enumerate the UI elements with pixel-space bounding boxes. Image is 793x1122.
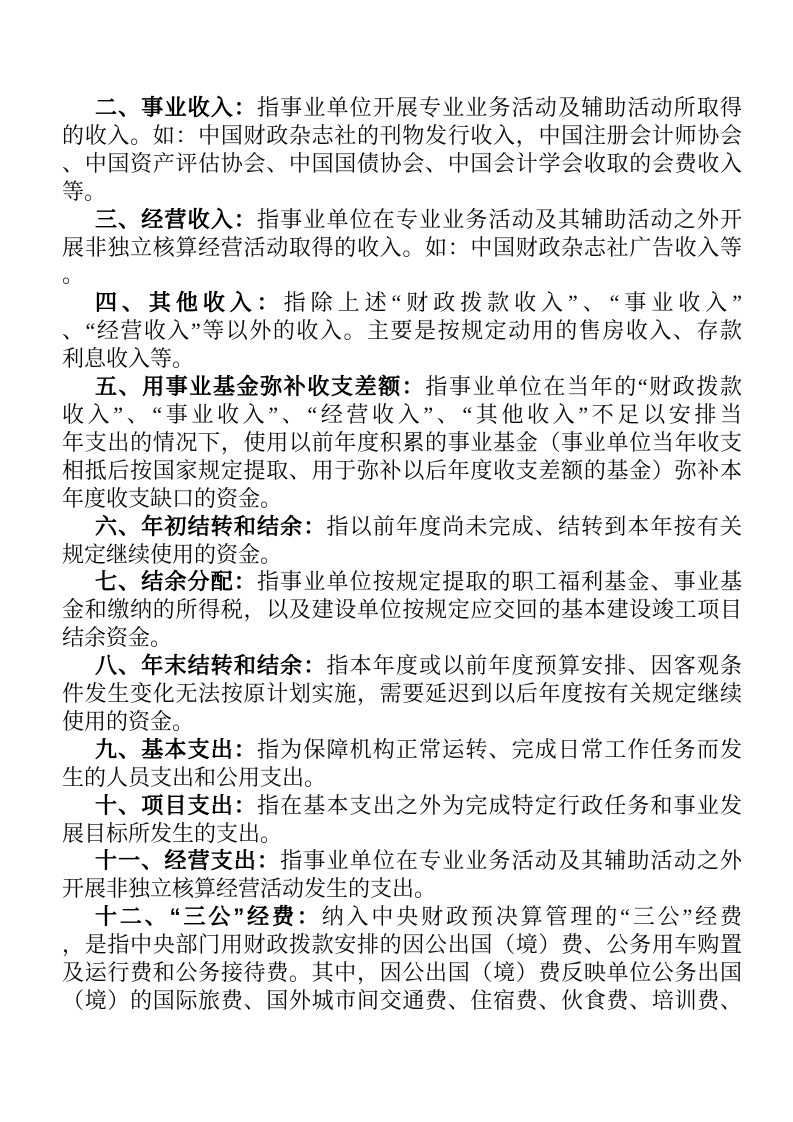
text-line: （境）的国际旅费、国外城市间交通费、住宿费、伙食费、培训费、 xyxy=(62,988,742,1013)
term-heading: 三、经营收入： xyxy=(95,206,258,232)
text-line: 相抵后按国家规定提取、用于弥补以后年度收支差额的基金）弥补本 xyxy=(62,457,742,483)
paragraph xyxy=(62,847,742,903)
text-line: 使用的资金。 xyxy=(62,708,195,734)
paragraph xyxy=(62,94,742,206)
text-line: ，是指中央部门用财政拨款安排的因公出国（境）费、公务用车购置 xyxy=(62,932,742,958)
paragraph xyxy=(62,736,742,792)
text-line: 、“经营收入”等以外的收入。主要是按规定动用的售房收入、存款 xyxy=(62,318,742,344)
text-line xyxy=(62,847,742,875)
text-line xyxy=(62,736,742,764)
text-line: 年度收支缺口的资金。 xyxy=(62,485,283,511)
text-line: 。 xyxy=(62,262,85,288)
term-definition-text: 指在基本支出之外为完成特定行政任务和事业发 xyxy=(257,792,742,818)
term-heading: 十二、“三公”经费： xyxy=(95,904,322,930)
text-line xyxy=(62,903,742,931)
term-heading: 七、结余分配： xyxy=(95,569,258,595)
paragraph xyxy=(62,206,742,290)
term-definition-text: 指为保障机构正常运转、完成日常工作任务而发 xyxy=(257,736,742,762)
text-line xyxy=(62,652,742,680)
term-definition-text: 指事业单位按规定提取的职工福利基金、事业基 xyxy=(257,569,742,595)
term-heading: 四、其他收入： xyxy=(95,290,284,316)
text-line xyxy=(62,373,742,401)
term-definition-text: 指事业单位在专业业务活动及其辅助活动之外开 xyxy=(257,206,742,232)
text-line: 生的人员支出和公用支出。 xyxy=(62,764,327,790)
term-heading: 十一、经营支出： xyxy=(95,848,281,874)
text-line: 开展非独立核算经营活动发生的支出。 xyxy=(62,876,437,902)
text-line: 件发生变化无法按原计划实施，需要延迟到以后年度按有关规定继续 xyxy=(62,681,742,707)
text-line xyxy=(62,568,742,596)
paragraph xyxy=(62,289,742,373)
text-line: 利息收入等。 xyxy=(62,346,195,372)
paragraph xyxy=(62,513,742,569)
term-definition-text: 纳入中央财政预决算管理的“三公”经费 xyxy=(321,904,742,930)
term-heading: 二、事业收入： xyxy=(95,95,258,120)
text-line: 结余资金。 xyxy=(62,625,173,651)
text-line: 等。 xyxy=(62,178,107,204)
text-line: 、中国资产评估协会、中国国债协会、中国会计学会收取的会费收入 xyxy=(62,150,742,176)
term-heading: 十、项目支出： xyxy=(95,792,258,818)
paragraph xyxy=(62,568,742,652)
text-line xyxy=(62,94,742,122)
term-heading: 五、用事业基金弥补收支差额： xyxy=(95,374,426,400)
text-line: 展目标所发生的支出。 xyxy=(62,820,283,846)
text-line xyxy=(62,206,742,234)
text-line xyxy=(62,289,742,317)
term-heading: 六、年初结转和结余： xyxy=(95,513,327,539)
term-definition-text: 指以前年度尚未完成、结转到本年按有关 xyxy=(326,513,742,539)
text-line: 规定继续使用的资金。 xyxy=(62,541,283,567)
paragraph xyxy=(62,652,742,736)
text-line: 年支出的情况下，使用以前年度积累的事业基金（事业单位当年收支 xyxy=(62,429,742,455)
term-heading: 九、基本支出： xyxy=(95,736,258,762)
term-definition-text: 指事业单位在当年的“财政拨款 xyxy=(425,374,742,400)
term-definition-text: 指事业单位开展专业业务活动及辅助活动所取得 xyxy=(257,95,742,120)
text-line xyxy=(62,792,742,820)
text-line: 的收入。如：中国财政杂志社的刊物发行收入，中国注册会计师协会 xyxy=(62,122,742,148)
paragraph xyxy=(62,373,742,513)
term-definition-text: 指除上述“财政拨款收入”、“事业收入” xyxy=(283,290,742,316)
term-definition-text: 指本年度或以前年度预算安排、因客观条 xyxy=(326,653,742,679)
paragraph xyxy=(62,903,742,1015)
text-line: 金和缴纳的所得税，以及建设单位按规定应交回的基本建设竣工项目 xyxy=(62,597,742,623)
text-line xyxy=(62,513,742,541)
document-body xyxy=(62,94,742,1015)
text-line: 及运行费和公务接待费。其中，因公出国（境）费反映单位公务出国 xyxy=(62,960,742,986)
text-line: 收入”、“事业收入”、“经营收入”、“其他收入”不足以安排当 xyxy=(62,401,742,427)
paragraph xyxy=(62,792,742,848)
term-definition-text: 指事业单位在专业业务活动及其辅助活动之外 xyxy=(280,848,742,874)
term-heading: 八、年末结转和结余： xyxy=(95,653,327,679)
text-line: 展非独立核算经营活动取得的收入。如：中国财政杂志社广告收入等 xyxy=(62,234,742,260)
